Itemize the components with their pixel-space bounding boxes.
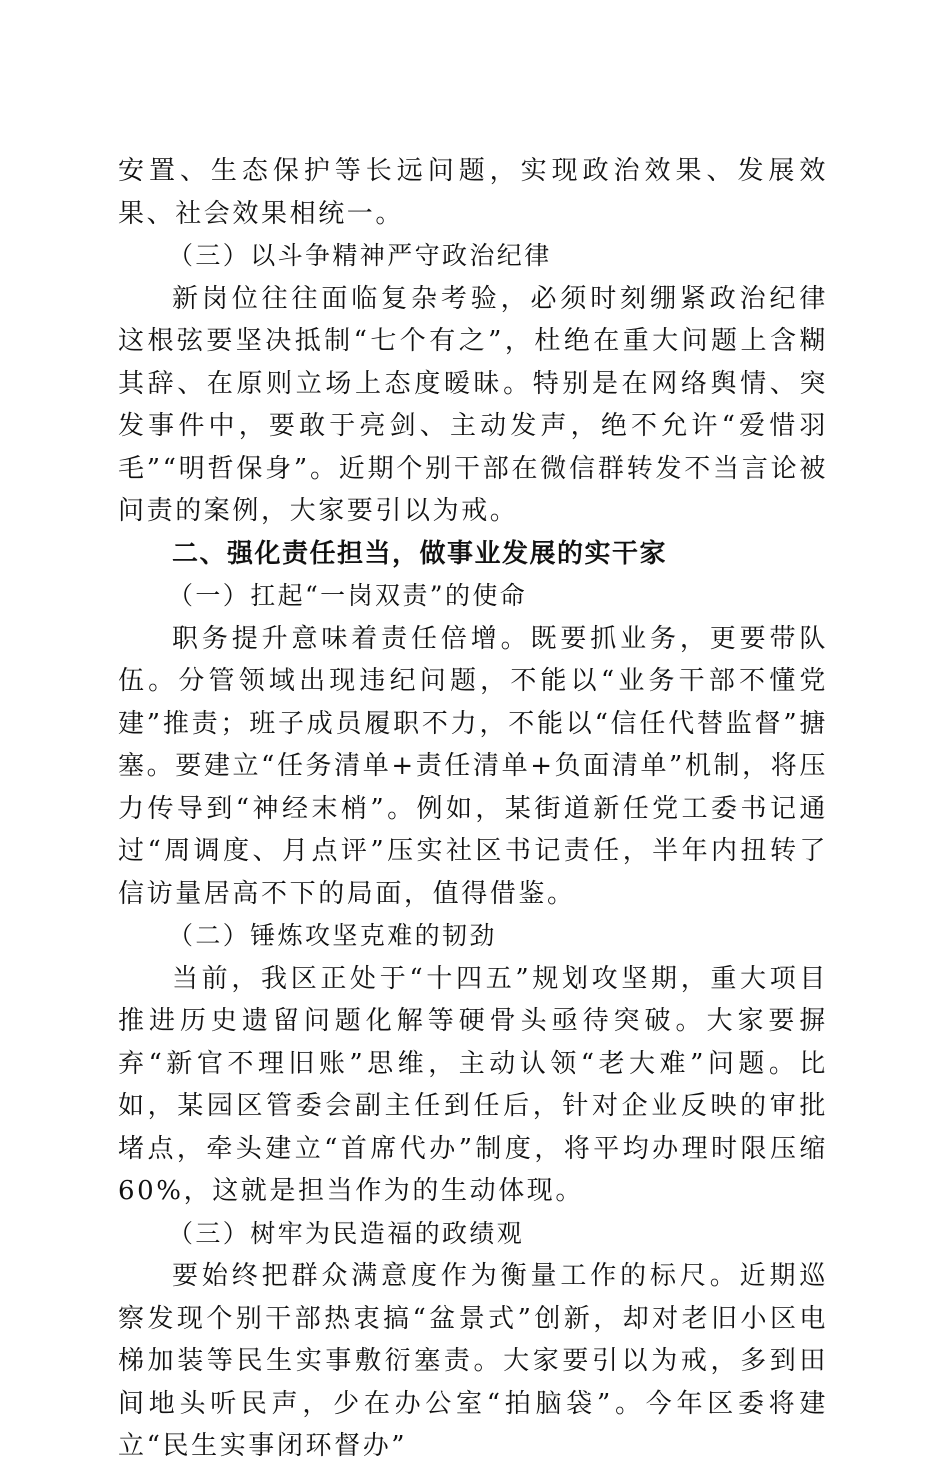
subheading-political-discipline: （三）以斗争精神严守政治纪律	[168, 241, 552, 270]
intro-continuation-paragraph: 安置、生态保护等长远问题，实现政治效果、发展效果、社会效果相统一。	[118, 156, 828, 229]
subheading-people-first: （三）树牢为民造福的政绩观	[168, 1218, 525, 1248]
document-body	[118, 150, 828, 1468]
paragraph-tackle-difficulties: 当前，我区正处于“十四五”规划攻坚期，重大项目推进历史遗留问题化解等硬骨头亟待突破。大家要摒弃“新官不理旧账”思维，主动认领“老大难”问题。比如，某园区管委会副主任到任后，针对企业反映的审批堵点，牵头建立“首席代办”制度，将平均办理时限压缩60%，这就是担当作为的生动体现。	[118, 963, 828, 1206]
section-heading-responsibility: 二、强化责任担当，做事业发展的实干家	[172, 538, 668, 569]
paragraph-people-first: 要始终把群众满意度作为衡量工作的标尺。近期巡察发现个别干部热衷搞“盆景式”创新，却对老旧小区电梯加装等民生实事敷衍塞责。大家要引以为戒，多到田间地头听民声，少在办公室“拍脑袋”。今年区委将建立“民生实事闭环督办”	[118, 1261, 828, 1461]
paragraph-dual-responsibility: 职务提升意味着责任倍增。既要抓业务，更要带队伍。分管领域出现违纪问题，不能以“业务干部不懂党建”推责；班子成员履职不力，不能以“信任代替监督”搪塞。要建立“任务清单+责任清单+负面清单”机制，将压力传导到“神经末梢”。例如，某街道新任党工委书记通过“周调度、月点评”压实社区书记责任，半年内扭转了信访量居高不下的局面，值得借鉴。	[118, 623, 828, 909]
paragraph-political-discipline: 新岗位往往面临复杂考验，必须时刻绷紧政治纪律这根弦要坚决抵制“七个有之”，杜绝在重大问题上含糊其辞、在原则立场上态度暧昧。特别是在网络舆情、突发事件中，要敢于亮剑、主动发声，绝不允许“爱惜羽毛”“明哲保身”。近期个别干部在微信群转发不当言论被问责的案例，大家要引以为戒。	[118, 283, 828, 526]
subheading-tackle-difficulties: （二）锤炼攻坚克难的韧劲	[168, 921, 497, 950]
subheading-dual-responsibility: （一）扛起“一岗双责”的使命	[168, 581, 528, 610]
